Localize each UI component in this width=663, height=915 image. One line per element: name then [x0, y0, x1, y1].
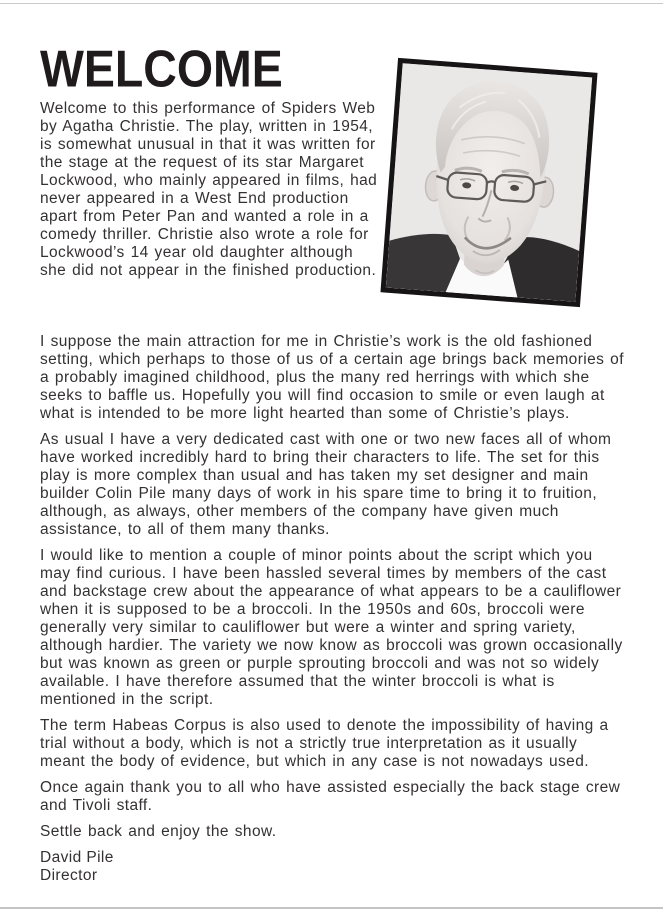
closing-line: Settle back and enjoy the show.	[40, 823, 277, 840]
signature-name: David Pile	[40, 849, 114, 866]
signature-block	[40, 849, 626, 885]
body-paragraph: As usual I have a very dedicated cast with one or two new faces all of whom have worked incredibly hard to bring their characters to life. The set for this play is more complex than usual and has taken my set designer and main builder Colin Pile many days of work in his spare time to bring it to fruition, although, as always, other members of the company have given much assistance, to all of them many thanks.	[40, 431, 612, 538]
page-title: WELCOME	[40, 39, 283, 98]
signature-title: Director	[40, 867, 98, 884]
body-paragraph: I would like to mention a couple of minor points about the script which you may find curious. I have been hassled several times by members of the cast and backstage crew about the appearance of what appears to be a cauliflower when it is supposed to be a broccoli. In the 1950s and 60s, broccoli were generally very similar to cauliflower but were a winter and spring variety, although hardier. The variety we now know as broccoli was grown occasionally but was known as green or purple sprouting broccoli and was not so widely available. I have therefore assumed that the winter broccoli is what is mentioned in the script.	[40, 547, 623, 708]
page-top-edge-line	[0, 3, 663, 4]
page-bottom-edge-line	[0, 907, 663, 909]
page-content	[40, 39, 626, 885]
body-paragraph: The term Habeas Corpus is also used to denote the impossibility of having a trial without a body, which is not a strictly true interpretation as it usually meant the body of evidence, but which in any case is not nowadays used.	[40, 717, 609, 770]
body-paragraph: Once again thank you to all who have assisted especially the back stage crew and Tivoli staff.	[40, 779, 621, 814]
intro-paragraph: Welcome to this performance of Spiders Web by Agatha Christie. The play, written in 1954, is somewhat unusual in that it was written for the stage at the request of its star Margaret Lockwood, who mainly appeared in films, had never appeared in a West End production apart from Peter Pan and wanted a role in a comedy thriller. Christie also wrote a role for Lockwood’s 14 year old daughter although she did not appear in the finished production.	[40, 100, 378, 279]
body-paragraph: I suppose the main attraction for me in Christie’s work is the old fashioned setting, which perhaps to those of us of a certain age brings back memories of a probably imagined childhood, plus the many red herrings with which she seeks to baffle us. Hopefully you will find occasion to smile or even laugh at what is intended to be more light hearted than some of Christie’s plays.	[40, 333, 624, 422]
